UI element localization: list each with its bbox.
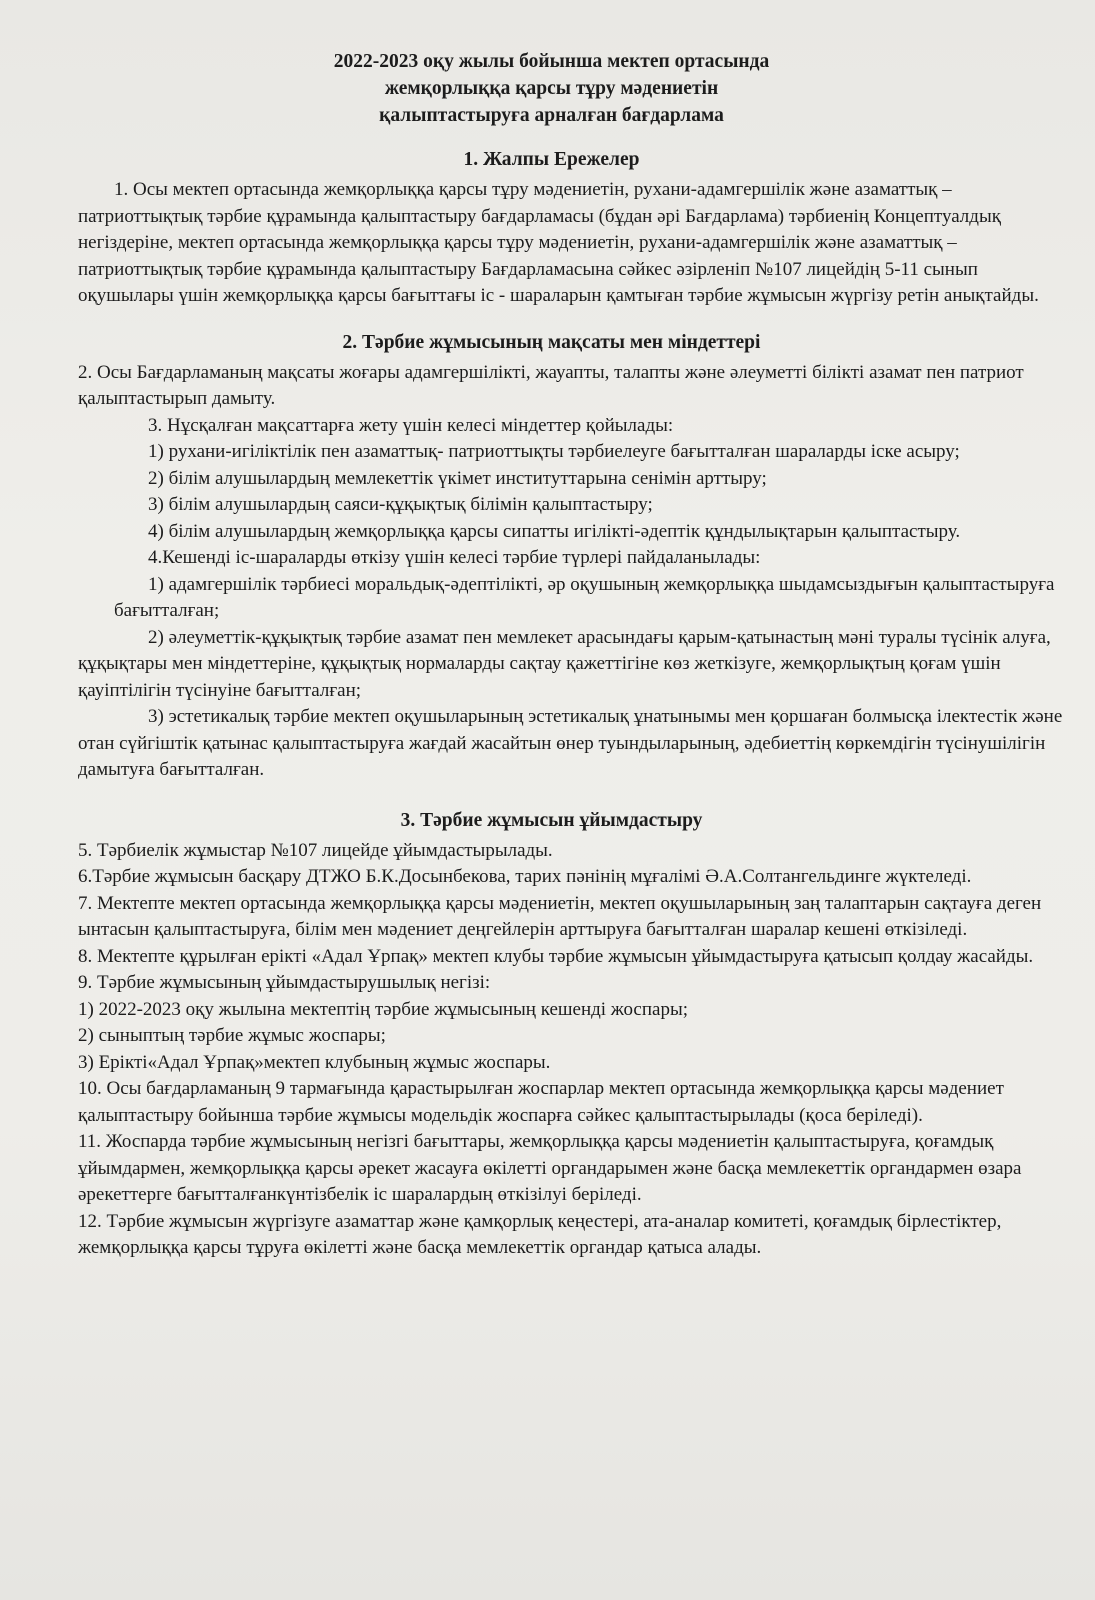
paragraph-4-item-2: 2) әлеуметтік-құқықтық тәрбие азамат пен мемлекет арасындағы қарым-қатынастың мәні туралы түсінік алуға, құқықтары мен міндеттеріне, құқықтық нормаларды сақтау қажеттігіне көз жеткізуге, жемқорлықтың қоғам үшін қауіптілігін түсінуіне бағытталған; <box>78 626 1051 701</box>
paragraph-3-item-1: 1) рухани-игіліктілік пен азаматтық- патриоттықты тәрбиелеуге бағытталған шараларды іске асыру; <box>148 441 960 462</box>
paragraph-3-item-4: 4) білім алушылардың жемқорлыққа қарсы сипатты игілікті-әдептік құндылықтарын қалыптастыру. <box>148 520 961 542</box>
paragraph-10: 10. Осы бағдарламаның 9 тармағында қарастырылған жоспарлар мектеп ортасында жемқорлыққа қарсы мәдениет қалыптастыру бойынша тәрбие жұмысы модельдік жоспарға сәйкес қалыптастырылады (қоса беріледі). <box>78 1078 1004 1126</box>
paragraph-12: 12. Тәрбие жұмысын жүргізуге азаматтар және қамқорлық кеңестері, ата-аналар комитеті, қоғамдық бірлестіктер, жемқорлыққа қарсы тұруға өкілетті және басқа мемлекеттік органдар қатыса алады. <box>78 1210 1002 1258</box>
paragraph-5: 5. Тәрбиелік жұмыстар №107 лицейде ұйымдастырылады. <box>78 839 553 861</box>
paragraph-4-item-1: 1) адамгершілік тәрбиесі моральдық-әдептілікті, әр оқушының жемқорлыққа шыдамсыздығын қалыптастыруға бағытталған; <box>114 573 1055 621</box>
section-1-heading: 1. Жалпы Ережелер <box>463 149 640 170</box>
title-line-2: жемқорлыққа қарсы тұру мәдениетін <box>384 78 719 99</box>
paragraph-6: 6.Тәрбие жұмысын басқару ДТЖО Б.К.Досынбекова, тарих пәнінің мұғалімі Ә.А.Солтангельдинге жүктеледі. <box>78 866 972 887</box>
paragraph-3-item-2: 2) білім алушылардың мемлекеттік үкімет институттарына сенімін арттыру; <box>148 467 767 489</box>
section-2-heading: 2. Тәрбие жұмысының мақсаты мен міндеттері <box>342 331 761 353</box>
paragraph-3: 3. Нұсқалған мақсаттарға жету үшін келесі міндеттер қойылады: <box>148 414 674 436</box>
paragraph-9-item-2: 2) сыныптың тәрбие жұмыс жоспары; <box>78 1025 386 1046</box>
paragraph-4-item-3: 3) эстетикалық тәрбие мектеп оқушыларының эстетикалық ұнатынымы мен қоршаған болмысқа ілектестік және отан сүйгіштік қатынас қалыптастыруға жағдай жасайтын өнер туындыларының, әдебиеттің көркемдігін түсінушілігін дамытуға бағытталған. <box>78 706 1063 780</box>
paragraph-2: 2. Осы Бағдарламаның мақсаты жоғары адамгершілікті, жауапты, талапты және әлеуметті білікті азамат пен патриот қалыптастырып дамыту. <box>78 361 1024 409</box>
title-line-1: 2022-2023 оқу жылы бойынша мектеп ортасында <box>333 51 770 72</box>
document-title <box>78 48 1065 129</box>
paragraph-9-item-3: 3) Ерікті«Адал Ұрпақ»мектеп клубының жұмыс жоспары. <box>78 1051 551 1073</box>
paragraph-3-item-3: 3) білім алушылардың саяси-құқықтық білімін қалыптастыру; <box>148 494 653 515</box>
paragraph-9-item-1: 1) 2022-2023 оқу жылына мектептің тәрбие жұмысының кешенді жоспары; <box>78 998 689 1020</box>
paragraph-9: 9. Тәрбие жұмысының ұйымдастырушылық негізі: <box>78 972 491 993</box>
paragraph-1: 1. Осы мектеп ортасында жемқорлыққа қарсы тұру мәдениетін, рухани-адамгершілік және азаматтық –патриоттықтық тәрбие құрамында қалыптастыру бағдарламасы (бұдан әрі Бағдарлама) тәрбиенің Концептуалдық негіздеріне, мектеп ортасында жемқорлыққа қарсы тұру мәдениетін, рухани-адамгершілік және азаматтық –патриоттықтық тәрбие құрамында қалыптастыру Бағдарламасына сәйкес әзірленіп №107 лицейдің 5-11 сынып оқушылары үшін жемқорлыққа қарсы бағыттағы іс - шараларын қамтыған тәрбие жұмысын жүргізу ретін анықтайды. <box>78 179 1039 306</box>
paragraph-4: 4.Кешенді іс-шараларды өткізу үшін келесі тәрбие түрлері пайдаланылады: <box>148 547 761 568</box>
paragraph-8: 8. Мектепте құрылған ерікті «Адал Ұрпақ» мектеп клубы тәрбие жұмысын ұйымдастыруға қатысып қолдау жасайды. <box>78 945 1034 967</box>
paragraph-7: 7. Мектепте мектеп ортасында жемқорлыққа қарсы мәдениетін, мектеп оқушыларының заң талаптарын сақтауға деген ынтасын қалыптастыруға, білім мен мәдениет деңгейлерін арттыруға бағытталған шаралар кешені өткізіледі. <box>78 892 1042 940</box>
title-line-3: қалыптастыруға арналған бағдарлама <box>379 105 724 126</box>
paragraph-11: 11. Жоспарда тәрбие жұмысының негізгі бағыттары, жемқорлыққа қарсы мәдениетін қалыптастыруға, қоғамдық ұйымдармен, жемқорлыққа қарсы әрекет жасауға өкілетті органдарымен және басқа мемлекеттік органдармен өзара әрекеттерге бағытталғанкүнтізбелік іс шаралардың өткізілуі беріледі. <box>78 1131 1022 1205</box>
section-3-heading: 3. Тәрбие жұмысын ұйымдастыру <box>400 809 703 831</box>
